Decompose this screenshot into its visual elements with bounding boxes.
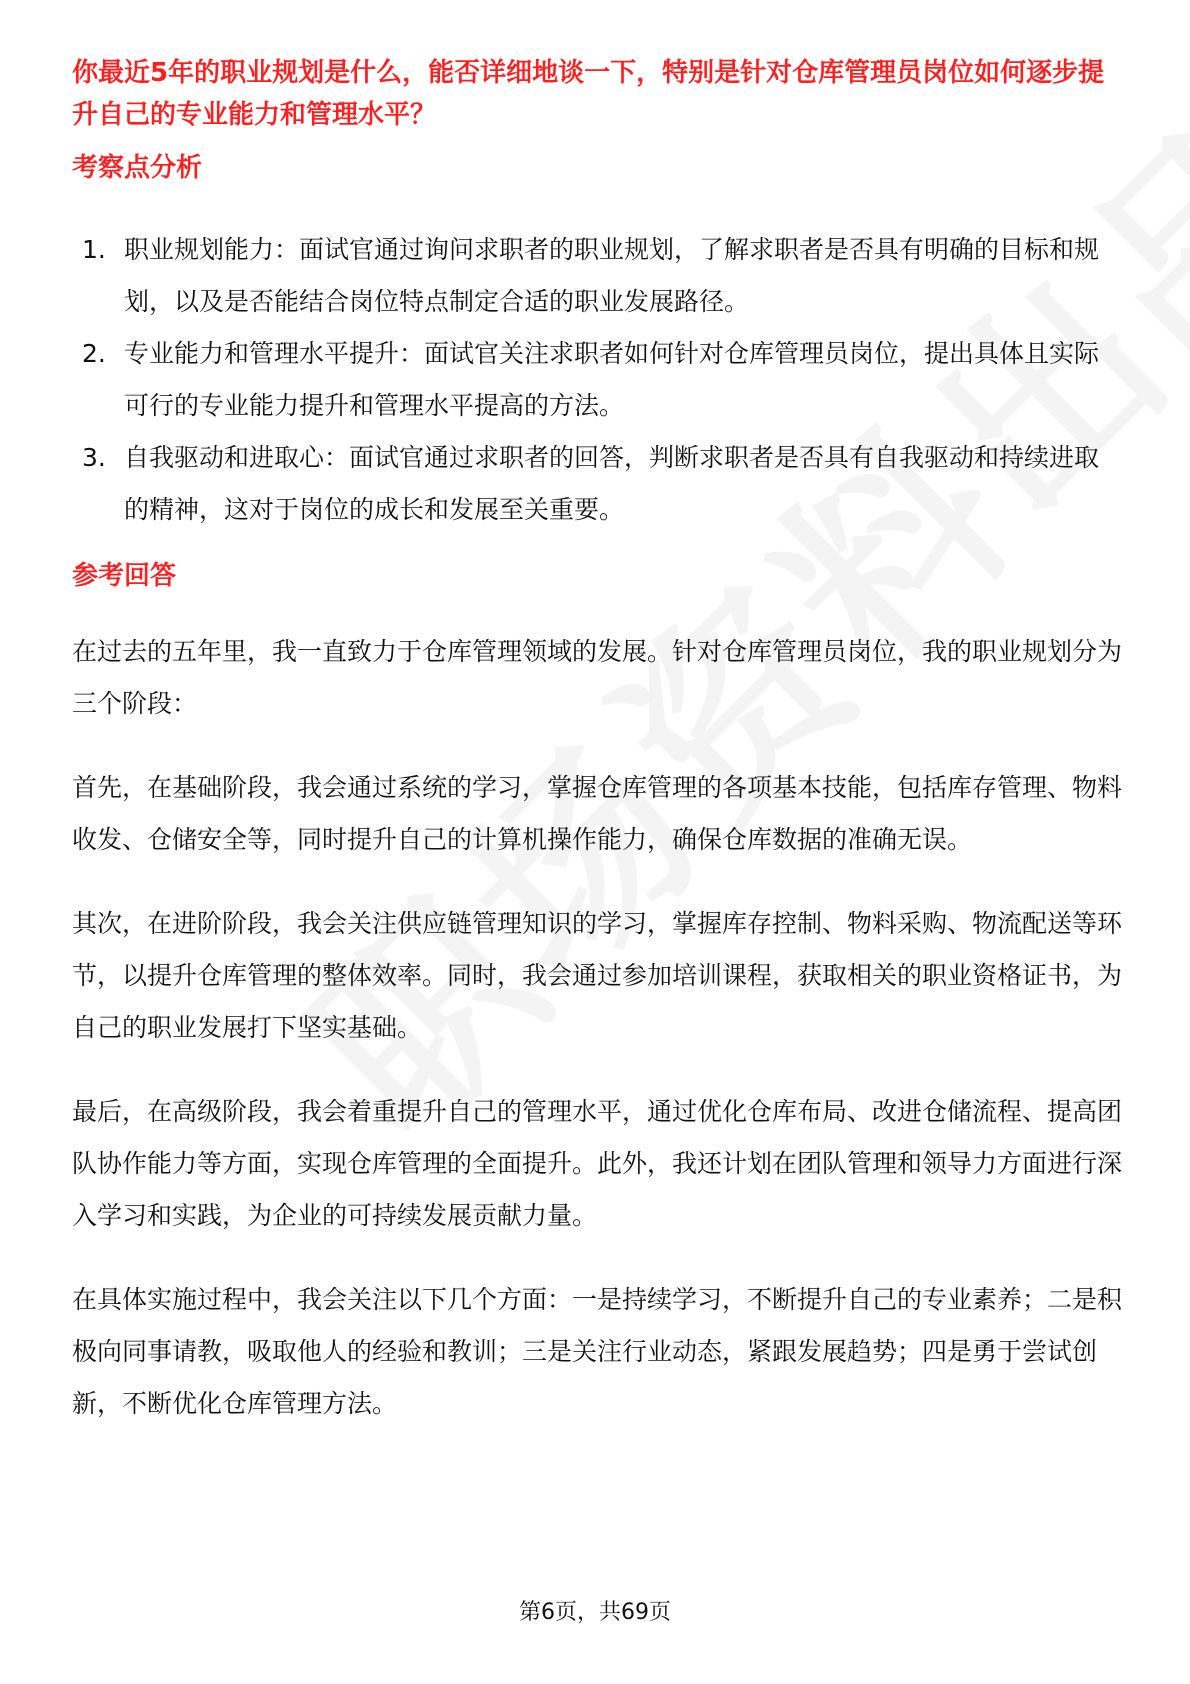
- answer-paragraph: 最后，在高级阶段，我会着重提升自己的管理水平，通过优化仓库布局、改进仓储流程、提高团队协作能力等方面，实现仓库管理的全面提升。此外，我还计划在团队管理和领导力方面进行深入学习和实践，为企业的可持续发展贡献力量。: [72, 1097, 1123, 1230]
- point-number: 2.: [82, 339, 106, 368]
- document-page: [72, 52, 1122, 1430]
- answer-paragraph: 其次，在进阶阶段，我会关注供应链管理知识的学习，掌握库存控制、物料采购、物流配送等环节，以提升仓库管理的整体效率。同时，我会通过参加培训课程，获取相关的职业资格证书，为自己的职业发展打下坚实基础。: [72, 909, 1123, 1042]
- analysis-section-title: 考察点分析: [72, 153, 203, 183]
- question-heading: 你最近5年的职业规划是什么，能否详细地谈一下，特别是针对仓库管理员岗位如何逐步提升自己的专业能力和管理水平？: [72, 58, 1105, 130]
- analysis-point-list: [72, 224, 1122, 536]
- answer-paragraph: 在具体实施过程中，我会关注以下几个方面：一是持续学习，不断提升自己的专业素养；二是积极向同事请教，吸取他人的经验和教训；三是关注行业动态，紧跟发展趋势；四是勇于尝试创新，不断优化仓库管理方法。: [72, 1285, 1123, 1418]
- page-number-footer: 第6页，共69页: [519, 1600, 671, 1625]
- point-text: 专业能力和管理水平提升：面试官关注求职者如何针对仓库管理员岗位，提出具体且实际可行的专业能力提升和管理水平提高的方法。: [124, 339, 1100, 420]
- point-text: 职业规划能力：面试官通过询问求职者的职业规划，了解求职者是否具有明确的目标和规划，以及是否能结合岗位特点制定合适的职业发展路径。: [124, 235, 1100, 316]
- answer-paragraph: 在过去的五年里，我一直致力于仓库管理领域的发展。针对仓库管理员岗位，我的职业规划分为三个阶段：: [72, 637, 1123, 718]
- analysis-point: [72, 224, 1122, 328]
- analysis-point: [72, 432, 1122, 536]
- answer-paragraph: 首先，在基础阶段，我会通过系统的学习，掌握仓库管理的各项基本技能，包括库存管理、物料收发、仓储安全等，同时提升自己的计算机操作能力，确保仓库数据的准确无误。: [72, 773, 1123, 854]
- point-number: 3.: [82, 443, 106, 472]
- answer-section-title: 参考回答: [72, 561, 177, 591]
- point-text: 自我驱动和进取心：面试官通过求职者的回答，判断求职者是否具有自我驱动和持续进取的精神，这对于岗位的成长和发展至关重要。: [124, 443, 1100, 524]
- analysis-point: [72, 328, 1122, 432]
- point-number: 1.: [82, 235, 106, 264]
